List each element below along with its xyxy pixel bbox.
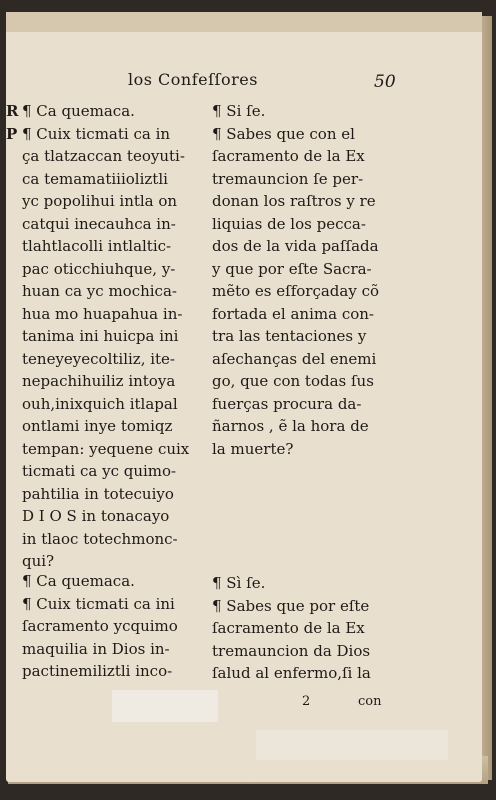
text-line: catqui inecauhca in-: [22, 214, 176, 233]
margin-letter-p: P: [6, 125, 18, 143]
text-line: tanima ini huicpa ini: [22, 327, 179, 345]
text-line: y que por eſte Sacra-: [212, 259, 372, 278]
text-line: teneyeyecoltiliz, ite-: [22, 349, 176, 368]
text-line: ¶ Si ſe.: [212, 102, 266, 120]
text-line: pactinemiliztli inco-: [22, 662, 173, 680]
margin-letter-r: R: [6, 102, 19, 120]
text-line: yc popolihui intla on: [22, 192, 178, 210]
text-line: maquilia in Dios in-: [22, 639, 170, 658]
text-line: ticmati ca yc quimo-: [22, 462, 177, 480]
text-line: tremauncion da Dios: [212, 641, 371, 660]
text-line: in tlaoc totechmonc-: [22, 529, 178, 548]
nahuatl-column-bottom: [22, 570, 178, 683]
text-line: ñarnos , ẽ la hora de: [212, 417, 369, 435]
text-line: pahtilia in totecuiyo: [22, 484, 174, 503]
text-line: ¶ Sabes que con el: [212, 124, 355, 143]
signature-mark: 2: [302, 694, 311, 709]
page-top-shadow: [6, 12, 482, 32]
spanish-column-bottom: [212, 572, 371, 685]
text-line: la muerte?: [212, 439, 294, 458]
text-line: ça tlatzaccan teoyuti-: [22, 147, 185, 165]
paper-blemish: [112, 690, 218, 722]
text-line: tlahtlacolli intlaltic-: [22, 237, 172, 255]
text-line: huan ca yc mochica-: [22, 282, 177, 300]
text-line: liquias de los pecca-: [212, 214, 366, 233]
page-number: 50: [374, 72, 396, 92]
text-line: ¶ Ca quemaca.: [22, 102, 135, 120]
text-line: pac oticchiuhque, y-: [22, 259, 176, 278]
running-head: los Confeſſores: [128, 70, 258, 89]
text-line: ¶ Cuix ticmati ca ini: [22, 594, 175, 613]
text-line: fortada el anima con-: [212, 304, 374, 323]
text-line: tempan: yequene cuix: [22, 439, 190, 458]
text-line: hua mo huapahua in-: [22, 304, 183, 323]
text-line: ca temamatiiioliztli: [22, 169, 168, 188]
text-line: dos de la vida paſſada: [212, 237, 379, 255]
text-line: fuerças procura da-: [212, 394, 362, 413]
text-line: mẽto es eſforçaday cõ: [212, 282, 380, 300]
text-line: ſalud al enfermo,ſi la: [212, 664, 371, 682]
text-line: go, que con todas ſus: [212, 372, 374, 390]
text-line: qui?: [22, 552, 55, 570]
text-line: ¶ Cuix ticmati ca in: [22, 124, 171, 143]
text-line: ſacramento de la Ex: [212, 619, 365, 637]
text-line: tremauncion ſe per-: [212, 169, 364, 188]
text-line: ontlami inye tomiqz: [22, 417, 173, 435]
text-line: donan los raſtros y re: [212, 192, 376, 210]
catchword: con: [358, 694, 382, 709]
text-line: ¶ Ca quemaca.: [22, 572, 135, 590]
spanish-column-top: [212, 100, 379, 460]
text-line: ouh,inixquich itlapal: [22, 394, 178, 413]
text-line: aſechanças del enemi: [212, 349, 377, 368]
text-line: tra las tentaciones y: [212, 327, 367, 345]
paper-blemish-lower: [256, 730, 448, 760]
text-line: D I O S in tonacayo: [22, 507, 170, 525]
nahuatl-column-top: [22, 100, 189, 573]
text-line: nepachihuiliz intoya: [22, 372, 176, 390]
text-line: ſacramento ycquimo: [22, 617, 178, 635]
text-line: ¶ Sì ſe.: [212, 574, 266, 592]
text-line: ſacramento de la Ex: [212, 147, 365, 165]
text-line: ¶ Sabes que por eſte: [212, 596, 370, 615]
